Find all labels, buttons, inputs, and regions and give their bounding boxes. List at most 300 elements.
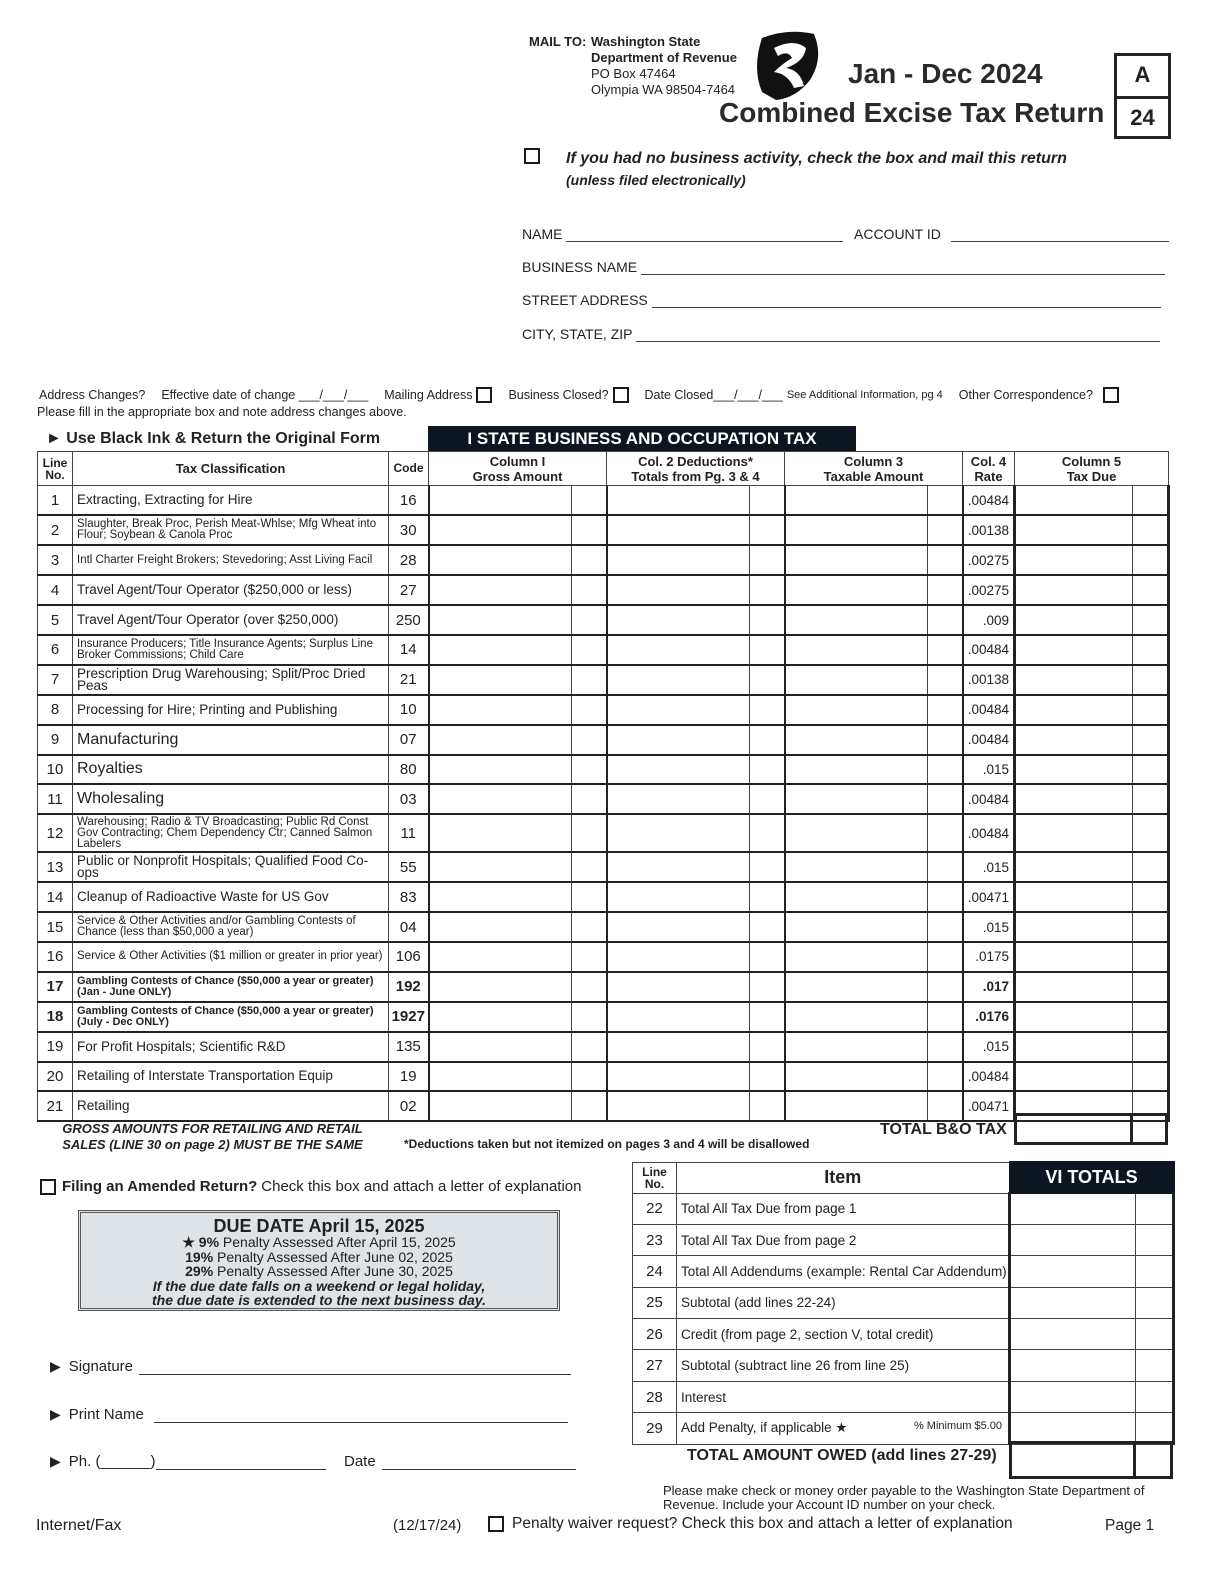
phone-field[interactable]: ▶ Ph. (______) [50,1453,326,1470]
taxable-amount-input[interactable] [785,665,928,695]
tax-rate: .00275 [963,575,1015,605]
tax-code: 07 [389,725,429,755]
table-row [38,575,1169,605]
deductions-cents-input[interactable] [750,1032,785,1062]
taxable-amount-cents-input[interactable] [928,605,963,635]
date-closed-field[interactable]: Date Closed___/___/___ [644,388,783,402]
gross-amount-cents-input[interactable] [572,605,607,635]
gross-amount-cents-input[interactable] [572,1002,607,1032]
tax-due-input[interactable] [1015,695,1133,725]
totals-cents-input[interactable] [1136,1224,1174,1255]
table-row [38,545,1169,575]
totals-row [633,1224,1174,1255]
tax-due-cents-input[interactable] [1133,1032,1169,1062]
totals-item: % Minimum $5.00 Add Penalty, if applicable ★ [677,1413,1010,1444]
tax-due-input[interactable] [1015,725,1133,755]
tax-due-input[interactable] [1015,1002,1133,1032]
gross-amount-input[interactable] [429,665,572,695]
deductions-input[interactable] [607,725,750,755]
tax-due-input[interactable] [1015,882,1133,912]
taxable-amount-input[interactable] [785,1062,928,1092]
taxable-amount-cents-input[interactable] [928,784,963,814]
tax-rate: .00138 [963,515,1015,545]
header-line-no: Line No. [38,452,73,486]
totals-cents-input[interactable] [1136,1256,1174,1287]
taxable-amount-input[interactable] [785,1091,928,1121]
gross-amount-input[interactable] [429,635,572,665]
gross-amount-input[interactable] [429,725,572,755]
tax-rate: .00471 [963,1091,1015,1121]
tax-due-cents-input[interactable] [1133,814,1169,852]
table-row [38,814,1169,852]
deductions-input[interactable] [607,784,750,814]
no-activity-sublabel: (unless filed electronically) [566,172,746,188]
gross-amount-input[interactable] [429,515,572,545]
gross-amount-input[interactable] [429,814,572,852]
deductions-cents-input[interactable] [750,486,785,516]
tax-code: 83 [389,882,429,912]
totals-item: Credit (from page 2, section V, total credit) [677,1319,1010,1350]
tax-code: 80 [389,755,429,785]
gross-amount-cents-input[interactable] [572,1062,607,1092]
totals-amount-input[interactable] [1010,1287,1136,1318]
total-amount-owed-input[interactable] [1009,1441,1173,1479]
city-state-zip-field[interactable]: CITY, STATE, ZIP [522,326,1160,342]
black-ink-note: ► Use Black Ink & Return the Original Form [46,430,381,447]
deductions-input[interactable] [607,912,750,942]
line-number: 27 [633,1350,677,1381]
tax-classification: Service & Other Activities and/or Gambling Contests of Chance (less than $50,000 a year) [73,912,389,942]
taxable-amount-cents-input[interactable] [928,1091,963,1121]
gross-amount-cents-input[interactable] [572,814,607,852]
taxable-amount-input[interactable] [785,755,928,785]
taxable-amount-input[interactable] [785,515,928,545]
taxable-amount-input[interactable] [785,1032,928,1062]
tax-code: 55 [389,852,429,882]
totals-amount-input[interactable] [1010,1381,1136,1412]
tax-classification: Prescription Drug Warehousing; Split/Proc Dried Peas [73,665,389,695]
penalty-waiver-checkbox[interactable] [488,1516,504,1532]
gross-amount-input[interactable] [429,545,572,575]
tax-due-input[interactable] [1015,1062,1133,1092]
gross-amount-cents-input[interactable] [572,755,607,785]
taxable-amount-cents-input[interactable] [928,755,963,785]
tax-due-input[interactable] [1015,942,1133,972]
penalty-waiver-row: Penalty waiver request? Check this box and attach a letter of explanation [488,1515,1013,1533]
tax-rate: .015 [963,755,1015,785]
tax-classification: For Profit Hospitals; Scientific R&D [73,1032,389,1062]
arrow-right-icon: ▶ [50,1453,61,1469]
totals-amount-input[interactable] [1010,1256,1136,1287]
tax-due-cents-input[interactable] [1133,545,1169,575]
tax-rate: .00275 [963,545,1015,575]
totals-cents-input[interactable] [1136,1287,1174,1318]
deductions-input[interactable] [607,972,750,1002]
gross-amount-input[interactable] [429,882,572,912]
taxable-amount-input[interactable] [785,635,928,665]
deductions-input[interactable] [607,1091,750,1121]
taxable-amount-cents-input[interactable] [928,575,963,605]
gross-amount-cents-input[interactable] [572,575,607,605]
tax-due-input[interactable] [1015,575,1133,605]
deductions-cents-input[interactable] [750,972,785,1002]
taxable-amount-input[interactable] [785,942,928,972]
deductions-input[interactable] [607,665,750,695]
deductions-input[interactable] [607,852,750,882]
totals-row [633,1381,1174,1412]
tax-due-input[interactable] [1015,665,1133,695]
line-number: 10 [38,755,73,785]
taxable-amount-input[interactable] [785,882,928,912]
deductions-cents-input[interactable] [750,575,785,605]
print-name-field[interactable]: ▶ Print Name [50,1406,568,1423]
tax-due-cents-input[interactable] [1133,605,1169,635]
tax-code: 27 [389,575,429,605]
tax-due-cents-input[interactable] [1133,972,1169,1002]
tax-code: 16 [389,486,429,516]
gross-amount-cents-input[interactable] [572,852,607,882]
taxable-amount-input[interactable] [785,912,928,942]
tax-due-cents-input[interactable] [1133,784,1169,814]
tax-due-cents-input[interactable] [1133,635,1169,665]
penalty-line: 19% Penalty Assessed After June 02, 2025 [185,1248,453,1265]
tax-rate: .00138 [963,665,1015,695]
tax-due-input[interactable] [1015,515,1133,545]
deductions-cents-input[interactable] [750,665,785,695]
line-number: 8 [38,695,73,725]
tax-classification: Travel Agent/Tour Operator (over $250,000) [73,605,389,635]
tax-due-input[interactable] [1015,972,1133,1002]
gross-amount-input[interactable] [429,1091,572,1121]
tax-rate: .0175 [963,942,1015,972]
deductions-input[interactable] [607,605,750,635]
deductions-cents-input[interactable] [750,912,785,942]
payment-note: Please make check or money order payable to the Washington State Department of Revenue. Include your Account ID number on your check. [663,1483,1145,1512]
gross-amount-cents-input[interactable] [572,972,607,1002]
gross-amount-cents-input[interactable] [572,486,607,516]
tax-due-input[interactable] [1015,605,1133,635]
totals-amount-input[interactable] [1010,1224,1136,1255]
taxable-amount-cents-input[interactable] [928,665,963,695]
gross-amount-cents-input[interactable] [572,1091,607,1121]
deductions-cents-input[interactable] [750,605,785,635]
taxable-amount-input[interactable] [785,575,928,605]
taxable-amount-cents-input[interactable] [928,1002,963,1032]
deductions-cents-input[interactable] [750,695,785,725]
deductions-cents-input[interactable] [750,545,785,575]
tax-classification: Wholesaling [73,784,389,814]
business-name-field[interactable]: BUSINESS NAME [522,259,1165,275]
taxable-amount-input[interactable] [785,814,928,852]
account-id-field[interactable]: ACCOUNT ID [854,226,1169,242]
tax-code: 192 [389,972,429,1002]
gross-amount-cents-input[interactable] [572,1032,607,1062]
deductions-note: *Deductions taken but not itemized on pages 3 and 4 will be disallowed [404,1137,810,1151]
gross-amount-input[interactable] [429,1002,572,1032]
tax-classification: Retailing of Interstate Transportation Equip [73,1062,389,1092]
deductions-cents-input[interactable] [750,852,785,882]
tax-due-input[interactable] [1015,635,1133,665]
deductions-input[interactable] [607,695,750,725]
deductions-input[interactable] [607,755,750,785]
totals-cents-input[interactable] [1136,1381,1174,1412]
table-row [38,1091,1169,1121]
tax-classification: Service & Other Activities ($1 million or greater in prior year) [73,942,389,972]
totals-row [633,1256,1174,1287]
deductions-input[interactable] [607,635,750,665]
tax-classification: Travel Agent/Tour Operator ($250,000 or less) [73,575,389,605]
totals-amount-input[interactable] [1010,1350,1136,1381]
table-row [38,635,1169,665]
line-number: 12 [38,814,73,852]
line-number: 13 [38,852,73,882]
taxable-amount-cents-input[interactable] [928,852,963,882]
deductions-input[interactable] [607,882,750,912]
tax-rate: .009 [963,605,1015,635]
header-code: Code [389,452,429,486]
tax-code: 02 [389,1091,429,1121]
tax-due-cents-input[interactable] [1133,1062,1169,1092]
date-field[interactable]: Date [344,1453,576,1470]
tax-due-cents-input[interactable] [1133,575,1169,605]
signature-field[interactable]: ▶ Signature [50,1358,571,1375]
tax-due-cents-input[interactable] [1133,515,1169,545]
gross-amount-input[interactable] [429,755,572,785]
gross-amount-input[interactable] [429,784,572,814]
tax-classification: Public or Nonprofit Hospitals; Qualified Food Co-ops [73,852,389,882]
taxable-amount-input[interactable] [785,695,928,725]
table-row [38,725,1169,755]
tax-rate: .00471 [963,882,1015,912]
gross-amount-input[interactable] [429,605,572,635]
tax-code: 19 [389,1062,429,1092]
line-number: 22 [633,1193,677,1224]
gross-amount-input[interactable] [429,486,572,516]
table-row [38,1032,1169,1062]
gross-amount-cents-input[interactable] [572,912,607,942]
tax-classification: Cleanup of Radioactive Waste for US Gov [73,882,389,912]
tax-due-cents-input[interactable] [1133,665,1169,695]
tax-code: 106 [389,942,429,972]
deductions-cents-input[interactable] [750,635,785,665]
totals-cents-input[interactable] [1136,1319,1174,1350]
tax-due-input[interactable] [1015,545,1133,575]
header-col4: Col. 4 Rate [963,452,1015,486]
deductions-cents-input[interactable] [750,515,785,545]
totals-amount-input[interactable] [1010,1193,1136,1224]
tax-due-cents-input[interactable] [1133,725,1169,755]
taxable-amount-cents-input[interactable] [928,515,963,545]
tax-due-cents-input[interactable] [1133,755,1169,785]
taxable-amount-cents-input[interactable] [928,942,963,972]
taxable-amount-cents-input[interactable] [928,1062,963,1092]
line-number: 3 [38,545,73,575]
table-row [38,695,1169,725]
gross-amount-input[interactable] [429,1062,572,1092]
tax-classification: Retailing [73,1091,389,1121]
tax-classification: Gambling Contests of Chance ($50,000 a year or greater) (Jan - June ONLY) [73,972,389,1002]
taxable-amount-cents-input[interactable] [928,486,963,516]
deductions-cents-input[interactable] [750,755,785,785]
taxable-amount-input[interactable] [785,545,928,575]
dor-logo-icon [748,28,822,102]
gross-amount-cents-input[interactable] [572,515,607,545]
taxable-amount-cents-input[interactable] [928,882,963,912]
tax-rate: .00484 [963,695,1015,725]
tax-classification: Manufacturing [73,725,389,755]
form-title: Combined Excise Tax Return [719,97,1105,128]
tax-code: 10 [389,695,429,725]
deductions-input[interactable] [607,1002,750,1032]
deductions-input[interactable] [607,942,750,972]
bo-tax-table [37,451,1170,1122]
amended-return-checkbox[interactable] [40,1179,56,1195]
taxable-amount-cents-input[interactable] [928,912,963,942]
tax-due-input[interactable] [1015,852,1133,882]
tax-classification: Insurance Producers; Title Insurance Agents; Surplus Line Broker Commissions; Child Care [73,635,389,665]
tax-code: 03 [389,784,429,814]
gross-amount-input[interactable] [429,575,572,605]
taxable-amount-cents-input[interactable] [928,545,963,575]
taxable-amount-input[interactable] [785,605,928,635]
deductions-input[interactable] [607,545,750,575]
line-number: 1 [38,486,73,516]
gross-amount-cents-input[interactable] [572,545,607,575]
form-code-box: A 24 [1114,53,1171,139]
table-row [38,605,1169,635]
totals-header-item: Item [677,1162,1010,1193]
gross-amount-input[interactable] [429,942,572,972]
tax-due-input[interactable] [1015,912,1133,942]
taxable-amount-input[interactable] [785,1002,928,1032]
tax-due-cents-input[interactable] [1133,942,1169,972]
tax-due-cents-input[interactable] [1133,882,1169,912]
no-activity-checkbox[interactable] [524,148,540,164]
gross-amount-cents-input[interactable] [572,725,607,755]
tax-code: 21 [389,665,429,695]
line-number: 14 [38,882,73,912]
gross-amount-input[interactable] [429,1032,572,1062]
deductions-cents-input[interactable] [750,784,785,814]
table-row [38,1002,1169,1032]
due-date-title: DUE DATE April 15, 2025 [213,1216,425,1236]
effective-date-field[interactable]: Effective date of change ___/___/___ [161,388,369,402]
deductions-input[interactable] [607,515,750,545]
tax-rate: .00484 [963,1062,1015,1092]
gross-amount-cents-input[interactable] [572,882,607,912]
gross-amount-input[interactable] [429,695,572,725]
totals-cents-input[interactable] [1136,1350,1174,1381]
header-col3: Column 3 Taxable Amount [785,452,963,486]
deductions-input[interactable] [607,575,750,605]
taxable-amount-input[interactable] [785,784,928,814]
tax-classification: Gambling Contests of Chance ($50,000 a year or greater) (July - Dec ONLY) [73,1002,389,1032]
tax-rate: .00484 [963,486,1015,516]
business-closed-checkbox[interactable] [613,387,629,403]
tax-rate: .00484 [963,784,1015,814]
line-number: 15 [38,912,73,942]
gross-amount-cents-input[interactable] [572,635,607,665]
gross-amount-input[interactable] [429,972,572,1002]
tax-due-input[interactable] [1015,1032,1133,1062]
name-field[interactable]: NAME [522,226,843,242]
gross-amount-input[interactable] [429,912,572,942]
section-title-bo-tax: I STATE BUSINESS AND OCCUPATION TAX [428,426,856,451]
address-change-note: Please fill in the appropriate box and note address changes above. [37,405,407,419]
taxable-amount-cents-input[interactable] [928,695,963,725]
taxable-amount-cents-input[interactable] [928,814,963,852]
deductions-cents-input[interactable] [750,725,785,755]
totals-item: Subtotal (add lines 22-24) [677,1287,1010,1318]
totals-row [633,1350,1174,1381]
deductions-cents-input[interactable] [750,942,785,972]
taxable-amount-cents-input[interactable] [928,972,963,1002]
deductions-cents-input[interactable] [750,1002,785,1032]
deductions-cents-input[interactable] [750,882,785,912]
tax-due-cents-input[interactable] [1133,852,1169,882]
deductions-input[interactable] [607,1062,750,1092]
tax-due-cents-input[interactable] [1133,486,1169,516]
other-correspondence-checkbox[interactable] [1103,387,1119,403]
tax-rate: .015 [963,852,1015,882]
totals-row [633,1287,1174,1318]
totals-amount-input[interactable] [1010,1319,1136,1350]
totals-header-line-no: Line No. [633,1162,677,1193]
totals-cents-input[interactable] [1136,1413,1174,1444]
mailing-address-checkbox[interactable] [476,387,492,403]
taxable-amount-input[interactable] [785,725,928,755]
tax-due-input[interactable] [1015,486,1133,516]
deductions-cents-input[interactable] [750,1062,785,1092]
street-address-field[interactable]: STREET ADDRESS [522,292,1161,308]
tax-classification: Processing for Hire; Printing and Publishing [73,695,389,725]
totals-cents-input[interactable] [1136,1193,1174,1224]
gross-amount-input[interactable] [429,852,572,882]
totals-amount-input[interactable] [1010,1413,1136,1444]
total-bo-tax-input[interactable] [1014,1113,1168,1145]
tax-rate: .00484 [963,725,1015,755]
tax-rate: .00484 [963,635,1015,665]
taxable-amount-cents-input[interactable] [928,1032,963,1062]
table-row [38,852,1169,882]
tax-code: 250 [389,605,429,635]
tax-due-cents-input[interactable] [1133,1002,1169,1032]
tax-due-input[interactable] [1015,755,1133,785]
penalty-minimum-note: % Minimum $5.00 [913,1420,1002,1433]
arrow-right-icon: ▶ [50,1358,61,1374]
tax-due-input[interactable] [1015,784,1133,814]
gross-amount-cents-input[interactable] [572,695,607,725]
gross-amount-cents-input[interactable] [572,942,607,972]
tax-due-input[interactable] [1015,814,1133,852]
gross-amount-cents-input[interactable] [572,784,607,814]
taxable-amount-input[interactable] [785,486,928,516]
amended-return-row: Filing an Amended Return? Check this box and attach a letter of explanation [40,1178,581,1195]
tax-due-cents-input[interactable] [1133,695,1169,725]
tax-classification: Royalties [73,755,389,785]
taxable-amount-cents-input[interactable] [928,725,963,755]
deductions-input[interactable] [607,486,750,516]
deductions-cents-input[interactable] [750,1091,785,1121]
taxable-amount-input[interactable] [785,852,928,882]
deductions-cents-input[interactable] [750,814,785,852]
taxable-amount-cents-input[interactable] [928,635,963,665]
taxable-amount-input[interactable] [785,972,928,1002]
gross-amount-cents-input[interactable] [572,665,607,695]
tax-due-cents-input[interactable] [1133,912,1169,942]
deductions-input[interactable] [607,814,750,852]
deductions-input[interactable] [607,1032,750,1062]
